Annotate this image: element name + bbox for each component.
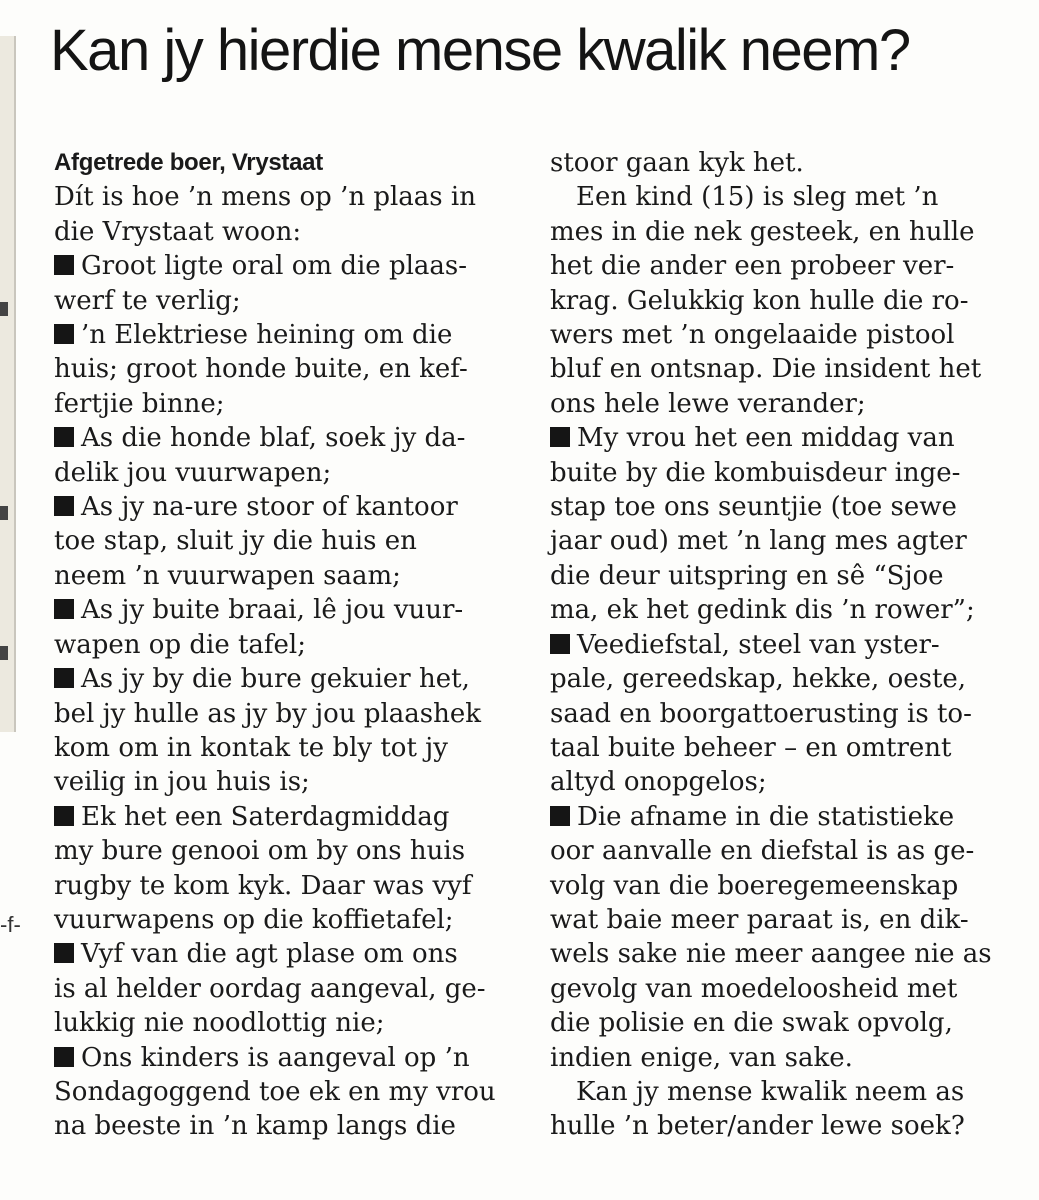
text-line: [54, 284, 516, 318]
text-line: [550, 1109, 1010, 1143]
line-text: Vyf van die agt plase om ons: [81, 939, 458, 970]
left-column: [54, 146, 516, 1144]
line-text: ma, ek het gedink dis ’n rower”;: [550, 595, 975, 626]
line-text: gevolg van moedeloosheid met: [550, 973, 958, 1004]
line-text: oor aanvalle en diefstal is as ge-: [550, 836, 975, 867]
text-line: [550, 490, 1010, 524]
text-line: [550, 180, 1010, 214]
text-line: [54, 524, 516, 558]
left-column-body: [54, 180, 516, 1143]
adjacent-text-fragment: [0, 302, 8, 316]
line-text: mes in die nek gesteek, en hulle: [550, 216, 975, 247]
bullet-line: [54, 800, 516, 834]
square-bullet-icon: [54, 806, 74, 826]
adjacent-column-edge: [0, 36, 16, 732]
line-text: Een kind (15) is sleg met ’n: [576, 182, 939, 213]
line-text: My vrou het een middag van: [577, 423, 955, 454]
line-text: As jy na-ure stoor of kantoor: [81, 492, 458, 523]
text-line: [54, 903, 516, 937]
text-line: [54, 352, 516, 386]
text-line: [550, 1006, 1010, 1040]
line-text: neem ’n vuurwapen saam;: [54, 560, 401, 591]
line-text: wers met ’n ongelaaide pistool: [550, 320, 955, 351]
line-text: hulle ’n beter/ander lewe soek?: [550, 1111, 965, 1142]
text-line: [550, 869, 1010, 903]
line-text: die polisie en die swak opvolg,: [550, 1008, 953, 1039]
square-bullet-icon: [54, 496, 74, 516]
text-line: [550, 593, 1010, 627]
text-line: [54, 972, 516, 1006]
text-line: [54, 834, 516, 868]
line-text: kom om in kontak te bly tot jy: [54, 732, 448, 763]
line-text: jaar oud) met ’n lang mes agter: [550, 526, 967, 557]
bullet-line: [54, 593, 516, 627]
bullet-line: [54, 249, 516, 283]
line-text: Groot ligte oral om die plaas-: [81, 251, 468, 282]
line-text: krag. Gelukkig kon hulle die ro-: [550, 285, 969, 316]
line-text: altyd onopgelos;: [550, 767, 767, 798]
text-line: [54, 180, 516, 214]
text-line: [54, 765, 516, 799]
square-bullet-icon: [54, 668, 74, 688]
text-line: [550, 215, 1010, 249]
line-text: Ek het een Saterdagmiddag: [81, 801, 450, 832]
text-line: [54, 1006, 516, 1040]
line-text: volg van die boeregemeenskap: [550, 870, 959, 901]
square-bullet-icon: [54, 599, 74, 619]
line-text: bel jy hulle as jy by jou plaashek: [54, 698, 482, 729]
line-text: delik jou vuurwapen;: [54, 457, 332, 488]
line-text: die Vrystaat woon:: [54, 216, 302, 247]
adjacent-text-fragment: [0, 506, 8, 520]
right-column-body: [550, 146, 1010, 1144]
text-line: [550, 697, 1010, 731]
line-text: fertjie binne;: [54, 388, 225, 419]
text-line: [550, 903, 1010, 937]
square-bullet-icon: [550, 427, 570, 447]
text-line: [54, 697, 516, 731]
line-text: Ons kinders is aangeval op ’n: [81, 1042, 470, 1073]
line-text: indien enige, van sake.: [550, 1042, 853, 1073]
bullet-line: [54, 1041, 516, 1075]
right-column: [550, 146, 1010, 1144]
line-text: lukkig nie noodlottig nie;: [54, 1008, 385, 1039]
bullet-line: [550, 800, 1010, 834]
square-bullet-icon: [54, 943, 74, 963]
text-line: [550, 456, 1010, 490]
square-bullet-icon: [550, 806, 570, 826]
text-line: [550, 662, 1010, 696]
line-text: na beeste in ’n kamp langs die: [54, 1111, 456, 1142]
text-line: [550, 318, 1010, 352]
line-text: toe stap, sluit jy die huis en: [54, 526, 417, 557]
text-line: [550, 249, 1010, 283]
line-text: wapen op die tafel;: [54, 629, 307, 660]
line-text: pale, gereedskap, hekke, oeste,: [550, 664, 967, 695]
margin-fragment: -f-: [0, 912, 21, 937]
byline: Afgetrede boer, Vrystaat: [54, 149, 323, 176]
line-text: taal buite beheer – en omtrent: [550, 732, 952, 763]
line-text: stoor gaan kyk het.: [550, 148, 804, 178]
bullet-line: [54, 490, 516, 524]
bullet-line: [550, 628, 1010, 662]
line-text: saad en boorgattoerusting is to-: [550, 698, 972, 729]
square-bullet-icon: [54, 1047, 74, 1067]
text-line: [54, 559, 516, 593]
text-line: [54, 1075, 516, 1109]
bullet-line: [54, 318, 516, 352]
line-text: vuurwapens op die koffietafel;: [54, 904, 454, 935]
line-text: Kan jy mense kwalik neem as: [576, 1076, 965, 1107]
line-text: veilig in jou huis is;: [54, 767, 310, 798]
text-line: [54, 387, 516, 421]
text-line: [550, 765, 1010, 799]
line-text: het die ander een probeer ver-: [550, 251, 955, 282]
line-text: As die honde blaf, soek jy da-: [81, 423, 466, 454]
headline: Kan jy hierdie mense kwalik neem?: [50, 18, 910, 83]
square-bullet-icon: [54, 324, 74, 344]
text-line: [550, 731, 1010, 765]
bullet-line: [550, 421, 1010, 455]
text-line: [550, 146, 1010, 180]
bullet-line: [54, 421, 516, 455]
line-text: As jy by die bure gekuier het,: [81, 664, 470, 695]
text-line: [550, 559, 1010, 593]
text-line: [550, 1075, 1010, 1109]
text-line: [54, 731, 516, 765]
square-bullet-icon: [54, 255, 74, 275]
text-line: [54, 628, 516, 662]
line-text: wels sake nie meer aangee nie as: [550, 939, 992, 970]
text-line: [54, 456, 516, 490]
line-text: Dít is hoe ’n mens op ’n plaas in: [54, 182, 476, 213]
line-text: bluf en ontsnap. Die insident het: [550, 354, 982, 385]
text-line: [550, 352, 1010, 386]
line-text: stap toe ons seuntjie (toe sewe: [550, 492, 957, 523]
line-text: huis; groot honde buite, en kef-: [54, 354, 468, 385]
text-line: [54, 869, 516, 903]
line-text: ’n Elektriese heining om die: [81, 320, 453, 351]
line-text: ons hele lewe verander;: [550, 388, 866, 419]
text-line: [550, 834, 1010, 868]
text-line: [550, 524, 1010, 558]
line-text: buite by die kombuisdeur inge-: [550, 457, 961, 488]
line-text: wat baie meer paraat is, en dik-: [550, 904, 969, 935]
text-line: [550, 284, 1010, 318]
line-text: werf te verlig;: [54, 285, 241, 316]
adjacent-text-fragment: [0, 646, 8, 660]
line-text: Sondagoggend toe ek en my vrou: [54, 1076, 496, 1107]
square-bullet-icon: [54, 427, 74, 447]
line-text: my bure genooi om by ons huis: [54, 836, 466, 867]
text-line: [550, 1041, 1010, 1075]
line-text: die deur uitspring en sê “Sjoe: [550, 560, 944, 591]
text-line: [54, 215, 516, 249]
bullet-line: [54, 937, 516, 971]
line-text: rugby te kom kyk. Daar was vyf: [54, 870, 472, 901]
text-line: [550, 972, 1010, 1006]
text-line: [550, 387, 1010, 421]
line-text: Veediefstal, steel van yster-: [577, 629, 940, 660]
square-bullet-icon: [550, 634, 570, 654]
line-text: Die afname in die statistieke: [577, 801, 955, 832]
line-text: As jy buite braai, lê jou vuur-: [81, 595, 464, 626]
line-text: is al helder oordag aangeval, ge-: [54, 973, 486, 1004]
text-line: [550, 937, 1010, 971]
text-line: [54, 1109, 516, 1143]
bullet-line: [54, 662, 516, 696]
